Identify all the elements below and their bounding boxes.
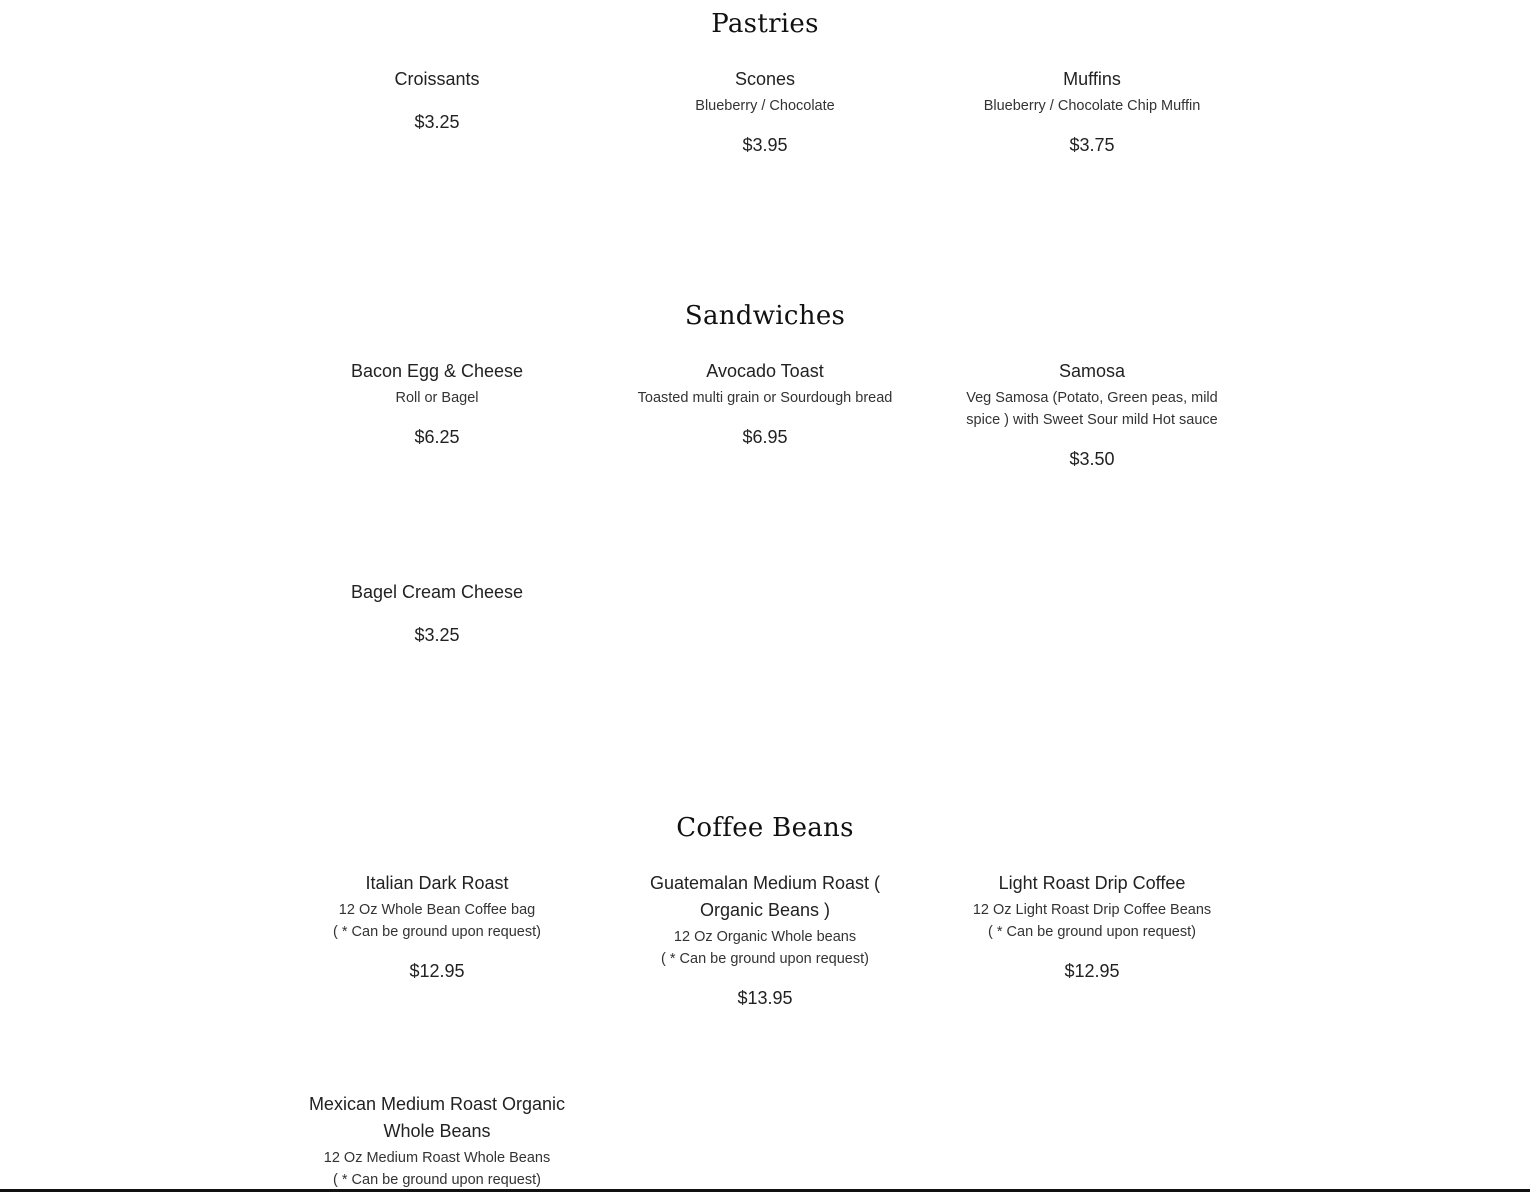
- menu-item: [297, 870, 577, 985]
- menu-item: [297, 1091, 577, 1191]
- item-price: $3.75: [1069, 135, 1115, 155]
- item-name: Light Roast Drip Coffee: [998, 873, 1186, 893]
- item-description: 12 Oz Medium Roast Whole Beans ( * Can be ground upon request): [323, 1150, 551, 1188]
- item-name: Mexican Medium Roast Organic Whole Beans: [308, 1094, 566, 1141]
- item-description: Blueberry / Chocolate Chip Muffin: [983, 98, 1201, 114]
- item-price: $6.25: [414, 427, 460, 447]
- item-name: Avocado Toast: [706, 361, 824, 381]
- item-name: Bacon Egg & Cheese: [350, 361, 524, 381]
- section-title: Sandwiches: [684, 301, 846, 331]
- item-description: Veg Samosa (Potato, Green peas, mild spice ) with Sweet Sour mild Hot sauce: [966, 390, 1218, 428]
- item-name: Scones: [734, 69, 796, 89]
- item-price: $3.50: [1069, 449, 1115, 469]
- item-description: 12 Oz Organic Whole beans ( * Can be ground upon request): [661, 929, 869, 967]
- item-description: Blueberry / Chocolate: [695, 98, 835, 114]
- menu-item: [297, 66, 577, 136]
- menu-item: [952, 66, 1232, 159]
- item-name: Guatemalan Medium Roast ( Organic Beans ): [649, 873, 881, 920]
- item-price: $13.95: [737, 988, 793, 1008]
- item-price: $6.95: [742, 427, 788, 447]
- item-description: 12 Oz Whole Bean Coffee bag ( * Can be ground upon request): [333, 902, 541, 940]
- section-title: Coffee Beans: [676, 813, 854, 843]
- item-price: $3.25: [414, 625, 460, 645]
- item-description: Roll or Bagel: [395, 390, 479, 406]
- item-name: Italian Dark Roast: [365, 873, 509, 893]
- menu-item: [625, 358, 905, 451]
- item-name: Bagel Cream Cheese: [350, 582, 524, 602]
- item-name: Croissants: [394, 69, 480, 89]
- item-name: Muffins: [1063, 69, 1121, 89]
- item-price: $3.95: [742, 135, 788, 155]
- item-description: Toasted multi grain or Sourdough bread: [637, 390, 893, 406]
- menu-item: [297, 358, 577, 451]
- item-name: Samosa: [1058, 361, 1126, 381]
- section-title: Pastries: [711, 9, 819, 39]
- menu-item: [297, 579, 577, 649]
- item-price: $12.95: [1064, 961, 1120, 981]
- item-price: $12.95: [409, 961, 465, 981]
- menu-item: [620, 870, 910, 1012]
- menu-item: [952, 358, 1232, 473]
- menu-item: [625, 66, 905, 159]
- item-description: 12 Oz Light Roast Drip Coffee Beans ( * Can be ground upon request): [972, 902, 1212, 940]
- menu-item: [952, 870, 1232, 985]
- item-price: $3.25: [414, 112, 460, 132]
